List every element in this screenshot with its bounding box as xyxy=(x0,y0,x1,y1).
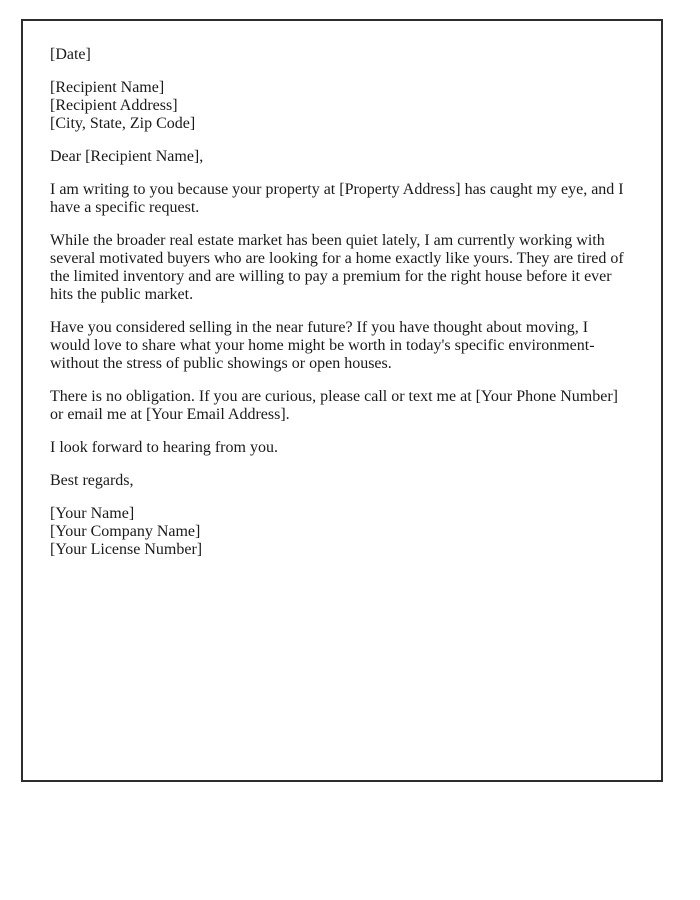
paragraph-contact: There is no obligation. If you are curious, please call or text me at [Your Phone Number] or email me at [Your Email Address]. xyxy=(50,388,618,423)
paragraph-intro: I am writing to you because your property at [Property Address] has caught my eye, and I have a specific request. xyxy=(50,181,624,216)
letter-page xyxy=(21,19,663,782)
recipient-address-block xyxy=(50,79,631,133)
signature-block xyxy=(50,505,631,559)
recipient-city-state-zip-placeholder: [City, State, Zip Code] xyxy=(50,115,196,132)
date-placeholder: [Date] xyxy=(50,46,91,63)
signature-company-placeholder: [Your Company Name] xyxy=(50,523,201,540)
paragraph-market: While the broader real estate market has been quiet lately, I am currently working with several motivated buyers who are looking for a home exactly like yours. They are tired of the limited inventory and are willing to pay a premium for the right house before it ever hits the public market. xyxy=(50,232,624,303)
paragraph-question: Have you considered selling in the near future? If you have thought about moving, I would love to share what your home might be worth in today's specific environment-without the stress of public showings or open houses. xyxy=(50,319,595,372)
signature-license-placeholder: [Your License Number] xyxy=(50,541,203,558)
paragraph-lookforward: I look forward to hearing from you. xyxy=(50,439,278,456)
letter-body xyxy=(50,46,631,559)
recipient-name-placeholder: [Recipient Name] xyxy=(50,79,165,96)
salutation: Dear [Recipient Name], xyxy=(50,148,204,165)
recipient-address-placeholder: [Recipient Address] xyxy=(50,97,178,114)
signature-name-placeholder: [Your Name] xyxy=(50,505,135,522)
closing: Best regards, xyxy=(50,472,134,489)
